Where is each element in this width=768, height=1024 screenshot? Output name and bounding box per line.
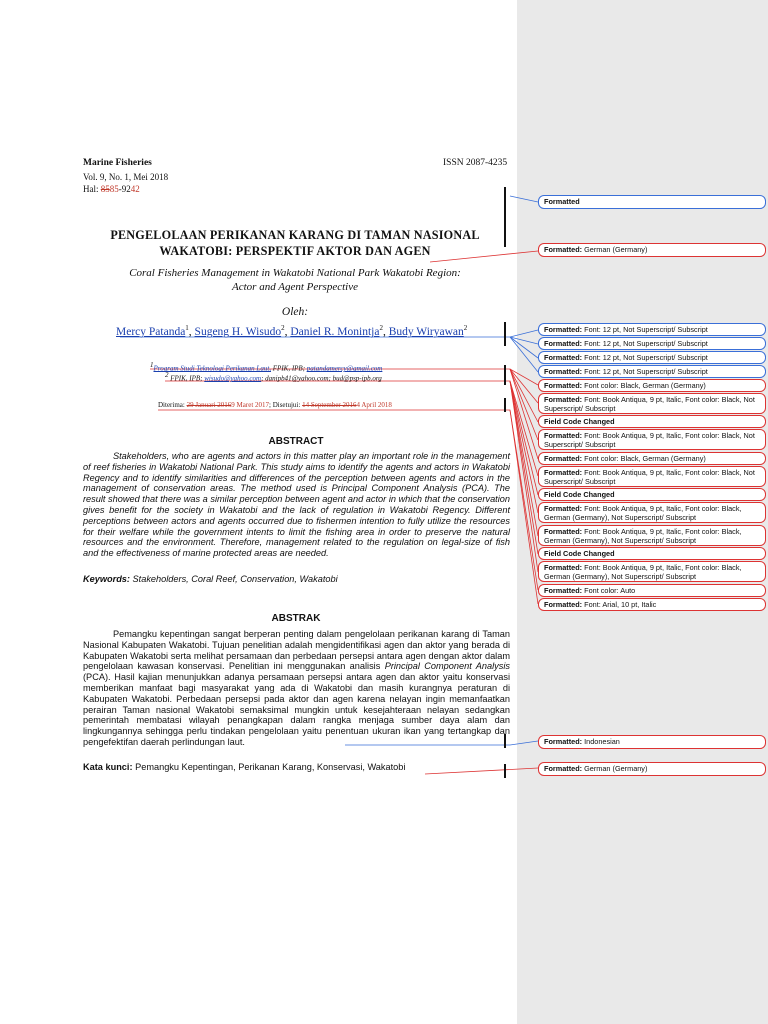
comment-text: Font: Book Antiqua, 9 pt, Italic, Font color: Black, Not Superscript/ Subscript [544,395,755,413]
comment-label: Formatted: [544,454,583,463]
comment-bubble[interactable] [538,365,766,378]
affiliation-2 [165,371,382,382]
title-line-2: WAKATOBI: PERSPEKTIF AKTOR DAN AGEN [159,244,431,258]
abstrak-heading: ABSTRAK [271,613,321,624]
comment-bubble[interactable] [538,488,766,501]
kata-kunci-text: Pemangku Kepentingan, Perikanan Karang, Konservasi, Wakatobi [132,762,406,772]
comment-label: Formatted: [544,504,583,513]
comment-bubble[interactable] [538,429,766,450]
comment-bubble[interactable] [538,393,766,414]
comment-bubble[interactable] [538,466,766,487]
comment-label: Formatted: [544,563,583,572]
comment-label: Formatted: [544,527,583,536]
english-title-line-2: Actor and Agent Perspective [232,281,358,293]
deleted-text: 29 Januari 2016 [186,401,232,409]
comment-label: Formatted: [544,764,583,773]
page-range-prefix: Hal: [83,184,101,194]
comment-text: Font: Book Antiqua, 9 pt, Italic, Font color: Black, Not Superscript/ Subscript [544,431,755,449]
comment-label: Formatted: [544,737,583,746]
comment-label: Formatted: [544,468,583,477]
affiliation-text: FPIK, IPB; [271,364,307,373]
abstrak-text: (PCA). Hasil kajian menunjukkan adanya persamaan persepsi antara agen dan aktor yaitu konservasi memberikan manfaat bagi masyarakat yang ada di Wakatobi dan masih kurangnya peraturan di Kabupaten Wakatobi. Perbedaan persepsi pada aktor dan agen karena nelayan ingin memanfaatkan perairan Taman nasional Wakatobi semaksimal mungkin untuk kesejahteraan nelayan sedangkan pemerintah membatasi wilayah penangkapan dalam rangka menjaga sumber daya alam dan lingkungannya sehingga perlu tindakan pengelolaan yaitu penentuan ukuran ikan yang tertangkap dan pengefektifan daerah perlindungan laut. [83,672,510,747]
page-range-mid: -92 [118,184,131,194]
comment-label: Formatted: [544,381,583,390]
comment-bubble[interactable] [538,561,766,582]
comment-text: German (Germany) [582,764,648,773]
email-link[interactable]: wisudo@yahoo.com [204,374,262,383]
english-title-line-1: Coral Fisheries Management in Wakatobi National Park Wakatobi Region: [129,267,461,279]
comment-label: Formatted [544,197,580,206]
affiliation-link[interactable]: Program Studi Teknologi Perikanan Laut, [153,364,272,373]
comment-bubble[interactable] [538,243,766,257]
comment-text: Font: 12 pt, Not Superscript/ Subscript [582,367,708,376]
comment-bubble[interactable] [538,547,766,560]
comment-text: German (Germany) [582,245,648,254]
change-bar [504,398,506,412]
comment-bubble[interactable] [538,351,766,364]
comment-bubble[interactable] [538,598,766,611]
comment-label: Formatted: [544,245,583,254]
change-bar [504,322,506,346]
comment-bubble[interactable] [538,337,766,350]
author-sup: 2 [281,324,285,332]
inserted-text: 85 [109,184,119,194]
keywords-label: Keywords: [83,574,130,584]
comment-label: Field Code Changed [544,417,615,426]
comment-label: Formatted: [544,339,583,348]
title-line-1: PENGELOLAAN PERIKANAN KARANG DI TAMAN NASIONAL [110,228,480,242]
issn: ISSN 2087-4235 [443,158,508,168]
comment-label: Field Code Changed [544,490,615,499]
comment-text: Font: Book Antiqua, 9 pt, Italic, Font color: Black, German (Germany), Not Superscript/ Subscript [544,563,742,581]
deleted-text: 85 [100,184,110,194]
journal-name: Marine Fisheries [83,158,152,168]
comment-bubble[interactable] [538,502,766,523]
author-sup: 1 [185,324,189,332]
author-link[interactable]: Sugeng H. Wisudo [194,325,282,338]
comment-label: Formatted: [544,431,583,440]
comment-label: Formatted: [544,353,583,362]
kata-kunci [83,762,513,772]
email-link[interactable]: patandamercy@gmail.com [306,364,383,373]
comment-text: Font: Book Antiqua, 9 pt, Italic, Font color: Black, German (Germany), Not Superscript/ Subscript [544,527,742,545]
comment-bubble[interactable] [538,762,766,776]
volume-info: Vol. 9, No. 1, Mei 2018 [83,172,169,182]
author-list: Mercy Patanda$^1$, Sugeng H. Wisudo$^2$, Daniel R. Monintja$^2$, Budy Wiryawan$^2$ [116,324,468,338]
comment-label: Formatted: [544,586,583,595]
kata-kunci-label: Kata kunci: [83,762,133,772]
inserted-text: 4 April 2018 [356,401,392,409]
inserted-text: 42 [130,184,140,194]
abstrak-body [83,629,510,748]
author-sup: 2 [379,324,383,332]
comment-bubble[interactable] [538,323,766,336]
comment-text: Font: Arial, 10 pt, Italic [582,600,657,609]
author-link[interactable]: Daniel R. Monintja [290,325,380,338]
comment-label: Field Code Changed [544,549,615,558]
affiliation-emails: ; danipb41@yahoo.com; bud@psp-ipb.org [261,374,382,383]
comment-text: Font color: Black, German (Germany) [582,454,706,463]
change-bar [504,365,506,385]
comment-text: Font: Book Antiqua, 9 pt, Italic, Font color: Black, German (Germany), Not Superscript/ Subscript [544,504,742,522]
affiliation-sup: 1 [150,361,154,369]
comment-label: Formatted: [544,395,583,404]
keywords [83,574,513,584]
deleted-text: 14 September 2016 [302,401,357,409]
submission-dates [158,401,392,409]
abstract-heading: ABSTRACT [268,436,324,447]
comment-text: Font: 12 pt, Not Superscript/ Subscript [582,353,708,362]
comment-text: Font color: Auto [582,586,636,595]
author-link[interactable]: Budy Wiryawan [388,325,464,338]
comment-label: Formatted: [544,600,583,609]
comment-text: Font: 12 pt, Not Superscript/ Subscript [582,325,708,334]
comment-bubble[interactable] [538,195,766,209]
comment-bubble[interactable] [538,415,766,428]
comment-bubble[interactable] [538,735,766,749]
keywords-text: Stakeholders, Coral Reef, Conservation, Wakatobi [129,574,338,584]
page-range [83,184,140,194]
abstrak-text: Pemangku kepentingan sangat berperan penting dalam pengelolaan perikanan karang di Taman Nasional Kabupaten Wakatobi. Tujuan penelitian adalah mengidentifikasi agen dan aktor yang berada di Kabupaten Wakatobi serta melihat persamaan dan perbedaan persepsi antara agen dengan aktor dalam pengelolaan kawasan konservasi. Penelitian ini menggunakan analisis [83,629,510,672]
abstract-body: Stakeholders, who are agents and actors in this matter play an important role in the management of reef fisheries in Wakatobi National Park. This study aims to identify the agents and actors in Wakatobi Regency and to identify similarities and differences of the perception between agents and actors in the management of conservation areas. The method used is Principal Component Analysis (PCA). The result showed that there was a similar perception between agent and actor in which that the conservation gives benefit for the society in Wakatobi and the lack of regulation in Wakatobi Regency. Different perceptions between actors and agents occurred due to fishermen intention to fully utilize the resources for their welfare while the government intents to limit the fishing area in order to preserve the natural resources and the environment. Therefore, management related to the regulation on legal-size of fish and the effectiveness of marine protected areas are needed. [83,451,510,559]
accepted-label: ; Disetujui: [269,401,303,409]
affiliation-sup: 2 [165,371,169,379]
comment-label: Formatted: [544,325,583,334]
received-label: Diterima: [158,401,187,409]
comment-text: Indonesian [582,737,620,746]
inserted-text: 9 Maret 2017 [231,401,270,409]
comment-bubble[interactable] [538,379,766,392]
affiliation-text: FPIK, IPB; [168,374,205,383]
comment-text: Font: Book Antiqua, 9 pt, Italic, Font color: Black, Not Superscript/ Subscript [544,468,755,486]
comment-text: Font: 12 pt, Not Superscript/ Subscript [582,339,708,348]
comment-bubble[interactable] [538,525,766,546]
comment-label: Formatted: [544,367,583,376]
abstrak-italic: Principal Component Analysis [384,661,510,672]
comment-bubble[interactable] [538,584,766,597]
oleh-label: Oleh: [281,306,309,318]
comment-bubble[interactable] [538,452,766,465]
author-sup: 2 [463,324,468,332]
comment-text: Font color: Black, German (Germany) [582,381,706,390]
author-link[interactable]: Mercy Patanda [116,325,186,338]
